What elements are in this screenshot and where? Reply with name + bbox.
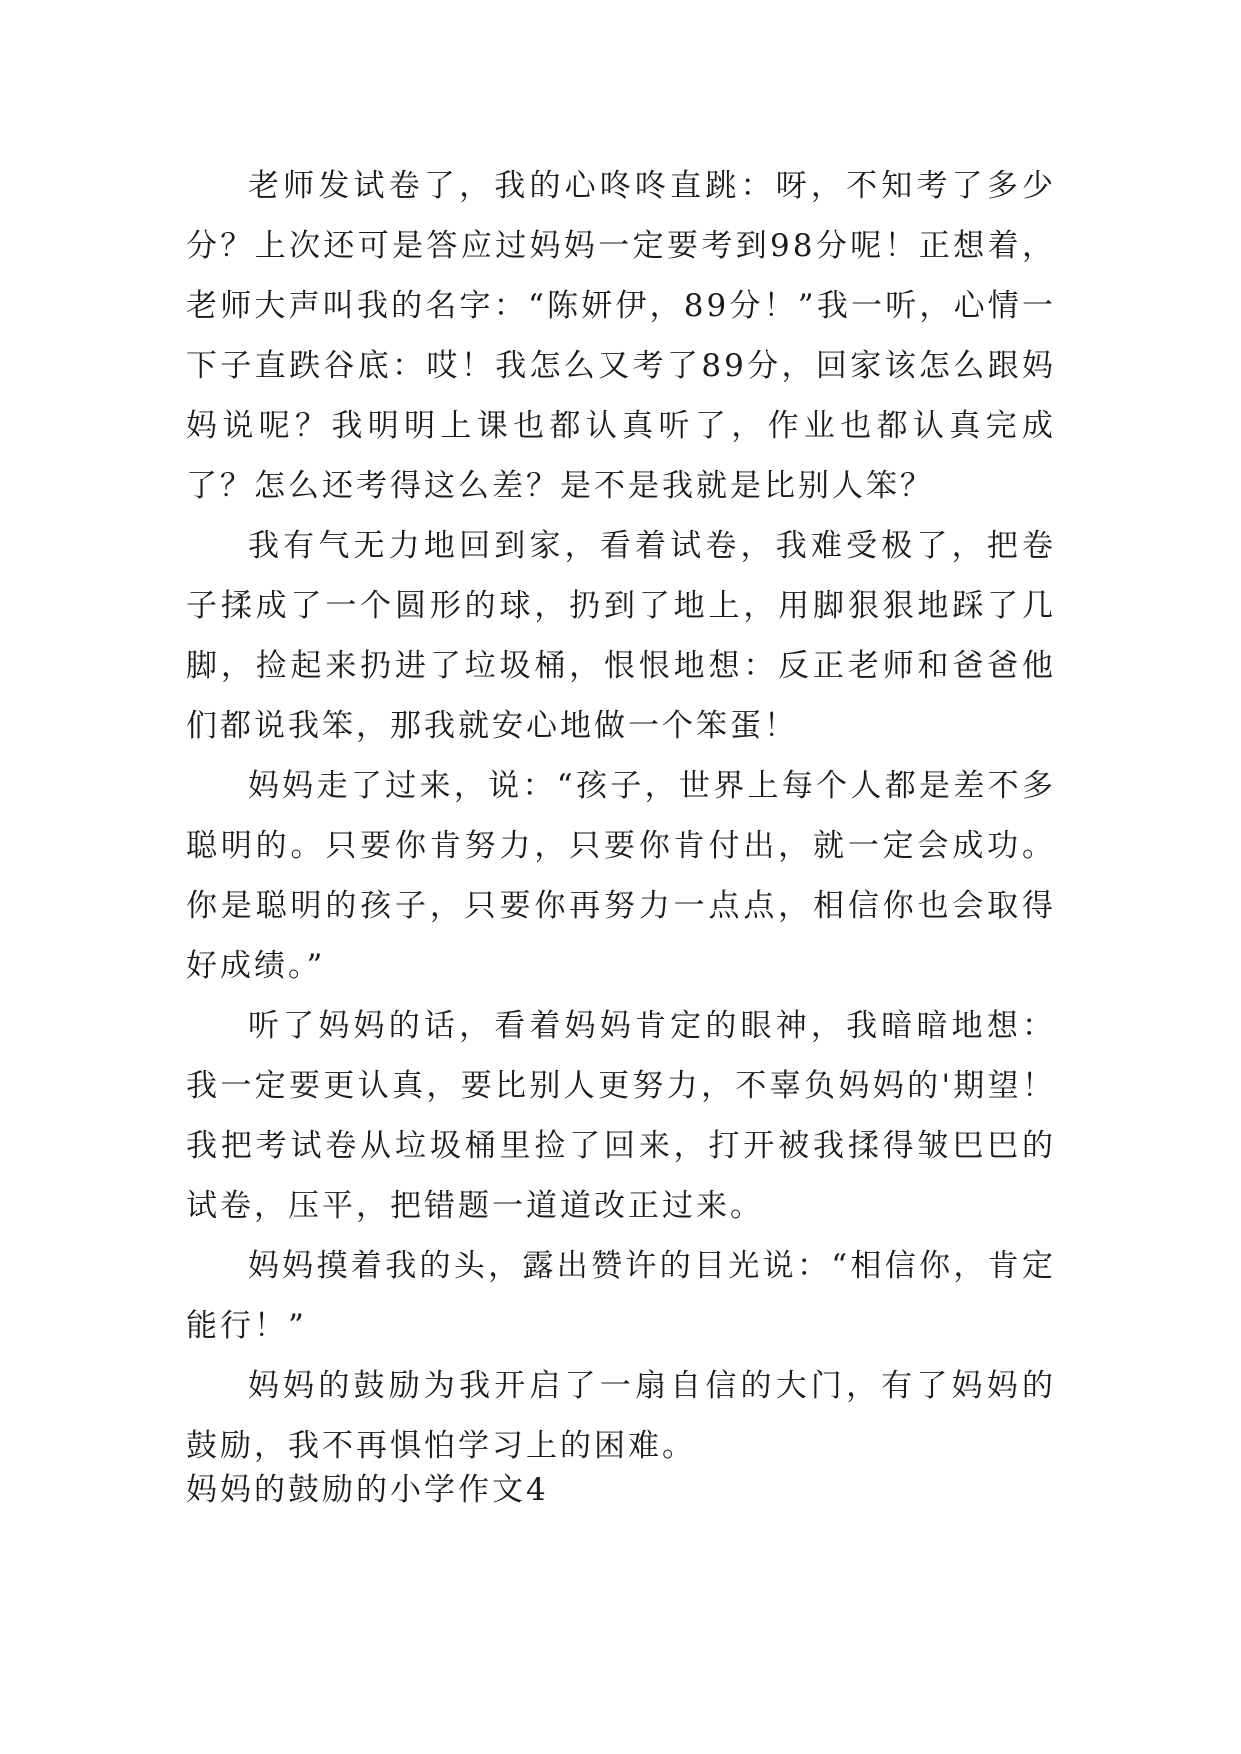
paragraph: 妈妈摸着我的头，露出赞许的目光说：“相信你，肯定能行！” [186,1248,1056,1344]
essay-body [186,156,1056,1476]
paragraph: 妈妈走了过来，说：“孩子，世界上每个人都是差不多聪明的。只要你肯努力，只要你肯付出，就一定会成功。你是聪明的孩子，只要你再努力一点点，相信你也会取得好成绩。” [186,768,1056,984]
paragraph: 妈妈的鼓励为我开启了一扇自信的大门，有了妈妈的鼓励，我不再惧怕学习上的困难。 [186,1368,1056,1464]
paragraph: 老师发试卷了，我的心咚咚直跳：呀，不知考了多少分？上次还可是答应过妈妈一定要考到98分呢！正想着，老师大声叫我的名字：“陈妍伊，89分！”我一听，心情一下子直跌谷底：哎！我怎么又考了89分，回家该怎么跟妈妈说呢？我明明上课也都认真听了，作业也都认真完成了？怎么还考得这么差？是不是我就是比别人笨？ [186,168,1056,504]
paragraph: 听了妈妈的话，看着妈妈肯定的眼神，我暗暗地想：我一定要更认真，要比别人更努力，不辜负妈妈的'期望！我把考试卷从垃圾桶里捡了回来，打开被我揉得皱巴巴的试卷，压平，把错题一道道改正过来。 [186,1008,1056,1224]
next-essay-heading: 妈妈的鼓励的小学作文4 [186,1472,549,1508]
paragraph: 我有气无力地回到家，看着试卷，我难受极了，把卷子揉成了一个圆形的球，扔到了地上，用脚狠狠地踩了几脚，捡起来扔进了垃圾桶，恨恨地想：反正老师和爸爸他们都说我笨，那我就安心地做一个笨蛋！ [186,528,1056,744]
